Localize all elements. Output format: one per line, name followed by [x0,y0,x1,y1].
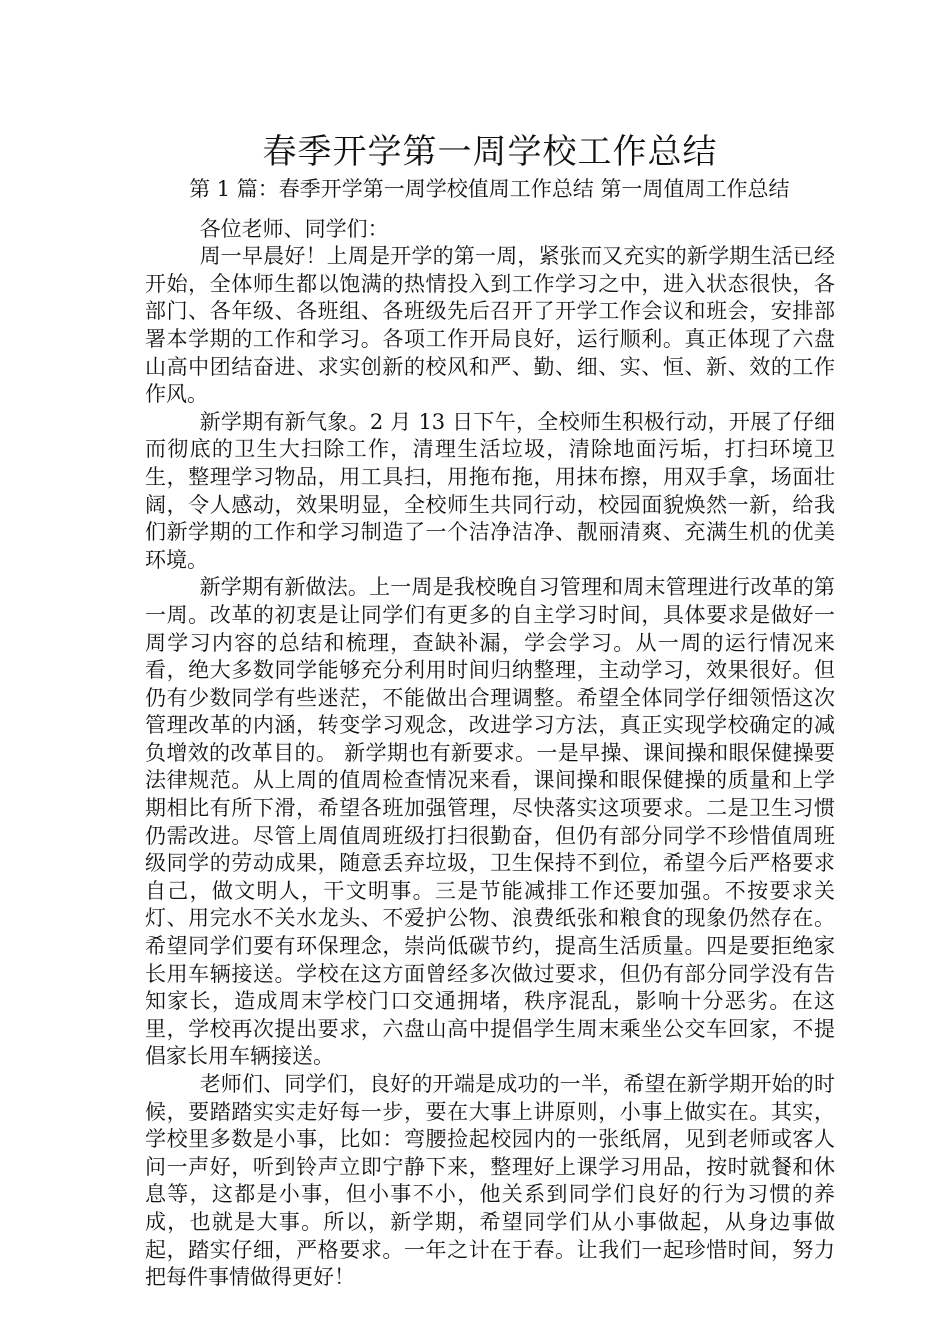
document-page [145,130,835,1292]
document-body [145,176,835,1292]
paragraph-new-methods: 新学期有新做法。上一周是我校晚自习管理和周末管理进行改革的第一周。改革的初衷是让同学们有更多的自主学习时间，具体要求是做好一周学习内容的总结和梳理，查缺补漏，学会学习。从一周的运行情况来看，绝大多数同学能够充分利用时间归纳整理，主动学习，效果很好。但仍有少数同学有些迷茫，不能做出合理调整。希望全体同学仔细领悟这次管理改革的内涵，转变学习观念，改进学习方法，真正实现学校确定的减负增效的改革目的。 新学期也有新要求。一是早操、课间操和眼保健操要法律规范。从上周的值周检查情况来看，课间操和眼保健操的质量和上学期相比有所下滑，希望各班加强管理，尽快落实这项要求。二是卫生习惯仍需改进。尽管上周值周班级打扫很勤奋，但仍有部分同学不珍惜值周班级同学的劳动成果，随意丢弃垃圾，卫生保持不到位，希望今后严格要求自己，做文明人，干文明事。三是节能减排工作还要加强。不按要求关灯、用完水不关水龙头、不爱护公物、浪费纸张和粮食的现象仍然存在。希望同学们要有环保理念，崇尚低碳节约，提高生活质量。四是要拒绝家长用车辆接送。学校在这方面曾经多次做过要求，但仍有部分同学没有告知家长，造成周末学校门口交通拥堵，秩序混乱，影响十分恶劣。在这里，学校再次提出要求，六盘山高中提倡学生周末乘坐公交车回家，不提倡家长用车辆接送。 [145,575,835,1069]
paragraph-closing: 老师们、同学们，良好的开端是成功的一半，希望在新学期开始的时候，要踏踏实实走好每一步，要在大事上讲原则，小事上做实在。其实，学校里多数是小事，比如：弯腰捡起校园内的一张纸屑，见到老师或客人问一声好，听到铃声立即宁静下来，整理好上课学习用品，按时就餐和休息等，这都是小事，但小事不小，他关系到同学们良好的行为习惯的养成，也就是大事。所以，新学期，希望同学们从小事做起，从身边事做起，踏实仔细，严格要求。一年之计在于春。让我们一起珍惜时间，努力把每件事情做得更好！ [145,1072,835,1290]
document-title: 春季开学第一周学校工作总结 [262,132,718,172]
paragraph-opening: 周一早晨好！上周是开学的第一周，紧张而又充实的新学期生活已经开始，全体师生都以饱满的热情投入到工作学习之中，进入状态很快，各部门、各年级、各班组、各班级先后召开了开学工作会议和班会，安排部署本学期的工作和学习。各项工作开局良好，运行顺利。真正体现了六盘山高中团结奋进、求实创新的校风和严、勤、细、实、恒、新、效的工作作风。 [145,244,835,407]
paragraph-greeting: 各位老师、同学们： [199,216,389,241]
document-subtitle: 第 1 篇：春季开学第一周学校值周工作总结 第一周值周工作总结 [189,177,790,201]
paragraph-new-atmosphere: 新学期有新气象。2 月 13 日下午，全校师生积极行动，开展了仔细而彻底的卫生大扫除工作，清理生活垃圾，清除地面污垢，打扫环境卫生，整理学习物品，用工具扫，用拖布拖，用抹布擦，用双手拿，场面壮阔，令人感动，效果明显，全校师生共同行动，校园面貌焕然一新，给我们新学期的工作和学习制造了一个洁净洁净、靓丽清爽、充满生机的优美环境。 [145,409,835,572]
